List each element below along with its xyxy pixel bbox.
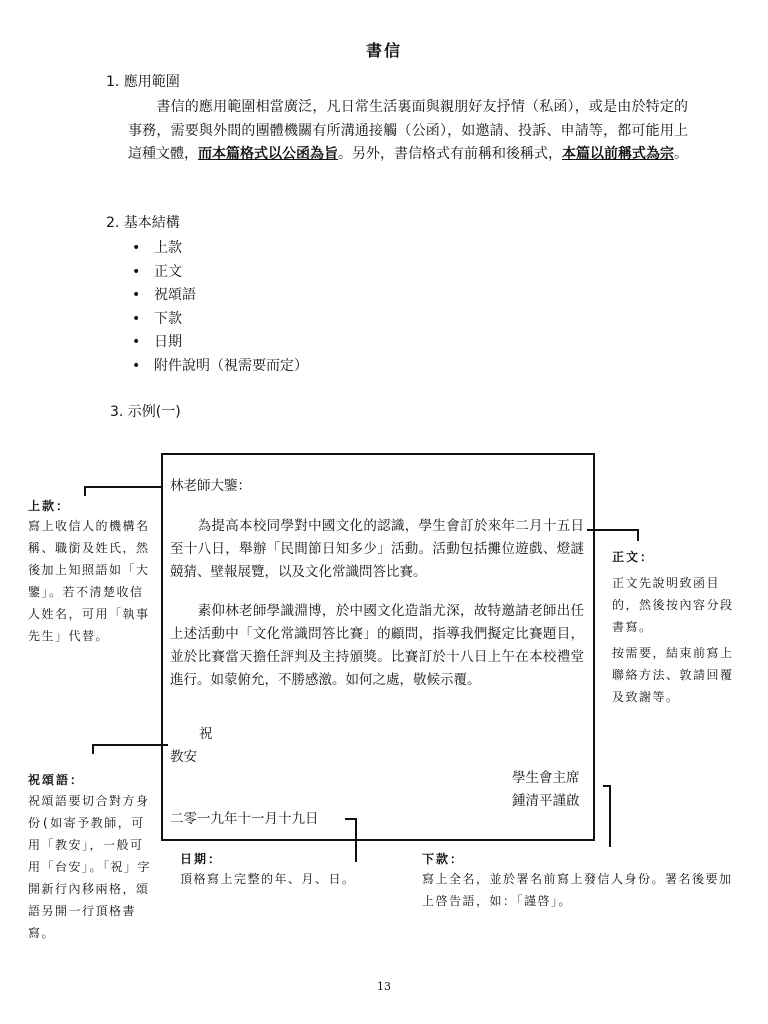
list-item: • 下款 <box>132 308 308 332</box>
para-emphasis-1: 而本篇格式以公函為旨 <box>198 146 338 162</box>
connector-line <box>92 744 94 754</box>
letter-signer-title: 學生會主席 <box>512 770 580 786</box>
note-riqi-heading: 日期： <box>180 852 223 866</box>
letter-date: 二零一九年十一月十九日 <box>170 811 319 827</box>
section-2-heading: 2. 基本結構 <box>106 215 180 231</box>
letter-signer-name: 鍾清平謹啟 <box>512 793 580 809</box>
connector-line <box>355 818 357 862</box>
structure-list <box>132 237 308 378</box>
note-zhengwen-text-1: 正文先說明致函目的，然後按內容分段書寫。 <box>612 576 734 634</box>
note-shangkuan-text: 寫上收信人的機構名稱、職銜及姓氏，然後加上知照語如「大鑒」。若不清楚收信人姓名，可用「執事先生」代替。 <box>28 519 150 643</box>
list-item: • 附件說明（視需要而定） <box>132 355 308 379</box>
para-emphasis-2: 本篇以前稱式為宗 <box>562 146 674 162</box>
letter-salutation: 林老師大鑒： <box>170 478 251 494</box>
list-item: • 上款 <box>132 237 308 261</box>
list-item: • 正文 <box>132 261 308 285</box>
list-item: • 日期 <box>132 331 308 355</box>
note-shangkuan-heading: 上款： <box>28 499 71 513</box>
section-1-paragraph <box>128 96 688 167</box>
connector-line <box>84 486 86 496</box>
para-text-b: 。另外，書信格式有前稱和後稱式， <box>338 146 562 162</box>
letter-closing-zhu: 祝 <box>199 726 213 742</box>
section-3-heading: 3. 示例(一) <box>110 404 181 420</box>
connector-line <box>84 486 161 488</box>
para-text-c: 。 <box>674 146 688 162</box>
note-xiakuan-text: 寫上全名，並於署名前寫上發信人身份。署名後要加上啓告語，如：「謹啓」。 <box>422 872 733 908</box>
para-text-a: 書信的應用範圍相當廣泛，凡日常生活裏面與親朋好友抒情（私函），或是由於特定的事務，需要與外間的團體機關有所溝通接觸（公函），如邀請、投訴、申請等，都可能用上這種文體， <box>128 99 688 162</box>
letter-closing-jiaoan: 教安 <box>170 749 197 765</box>
note-zhengwen-heading: 正文： <box>612 550 655 564</box>
page-number: 13 <box>377 980 391 993</box>
connector-line <box>92 744 168 746</box>
note-zhusong-heading: 祝頌語： <box>28 773 85 787</box>
letter-body-paragraph-1: 為提高本校同學對中國文化的認識，學生會訂於來年二月十五日至十八日，舉辦「民間節日知多少」活動。活動包括攤位遊戲、燈謎競猜、壁報展覽，以及文化常識問答比賽。 <box>170 518 584 580</box>
note-zhengwen-text-2: 按需要，結束前寫上聯絡方法、敦請回覆及致謝等。 <box>612 646 734 704</box>
connector-line <box>609 785 611 847</box>
list-item: • 祝頌語 <box>132 284 308 308</box>
letter-body-paragraph-2: 素仰林老師學識淵博，於中國文化造詣尤深，故特邀請老師出任上述活動中「文化常識問答比賽」的顧問，指導我們擬定比賽題目，並於比賽當天擔任評判及主持頒獎。比賽訂於十八日上午在本校禮堂進行。如蒙俯允，不勝感激。如何之處，敬候示覆。 <box>170 603 584 688</box>
note-riqi-text: 頂格寫上完整的年、月、日。 <box>180 872 356 886</box>
section-1-heading: 1. 應用範圍 <box>106 74 180 90</box>
note-zhusong-text: 祝頌語要切合對方身份(如寄予教師，可用「教安」，一般可用「台安」。「祝」字開新行內移兩格，頌語另開一行頂格書寫。 <box>28 794 152 940</box>
connector-line <box>637 529 639 541</box>
connector-line <box>587 529 639 531</box>
note-xiakuan-heading: 下款： <box>422 852 465 866</box>
page-title: 書信 <box>365 41 402 60</box>
